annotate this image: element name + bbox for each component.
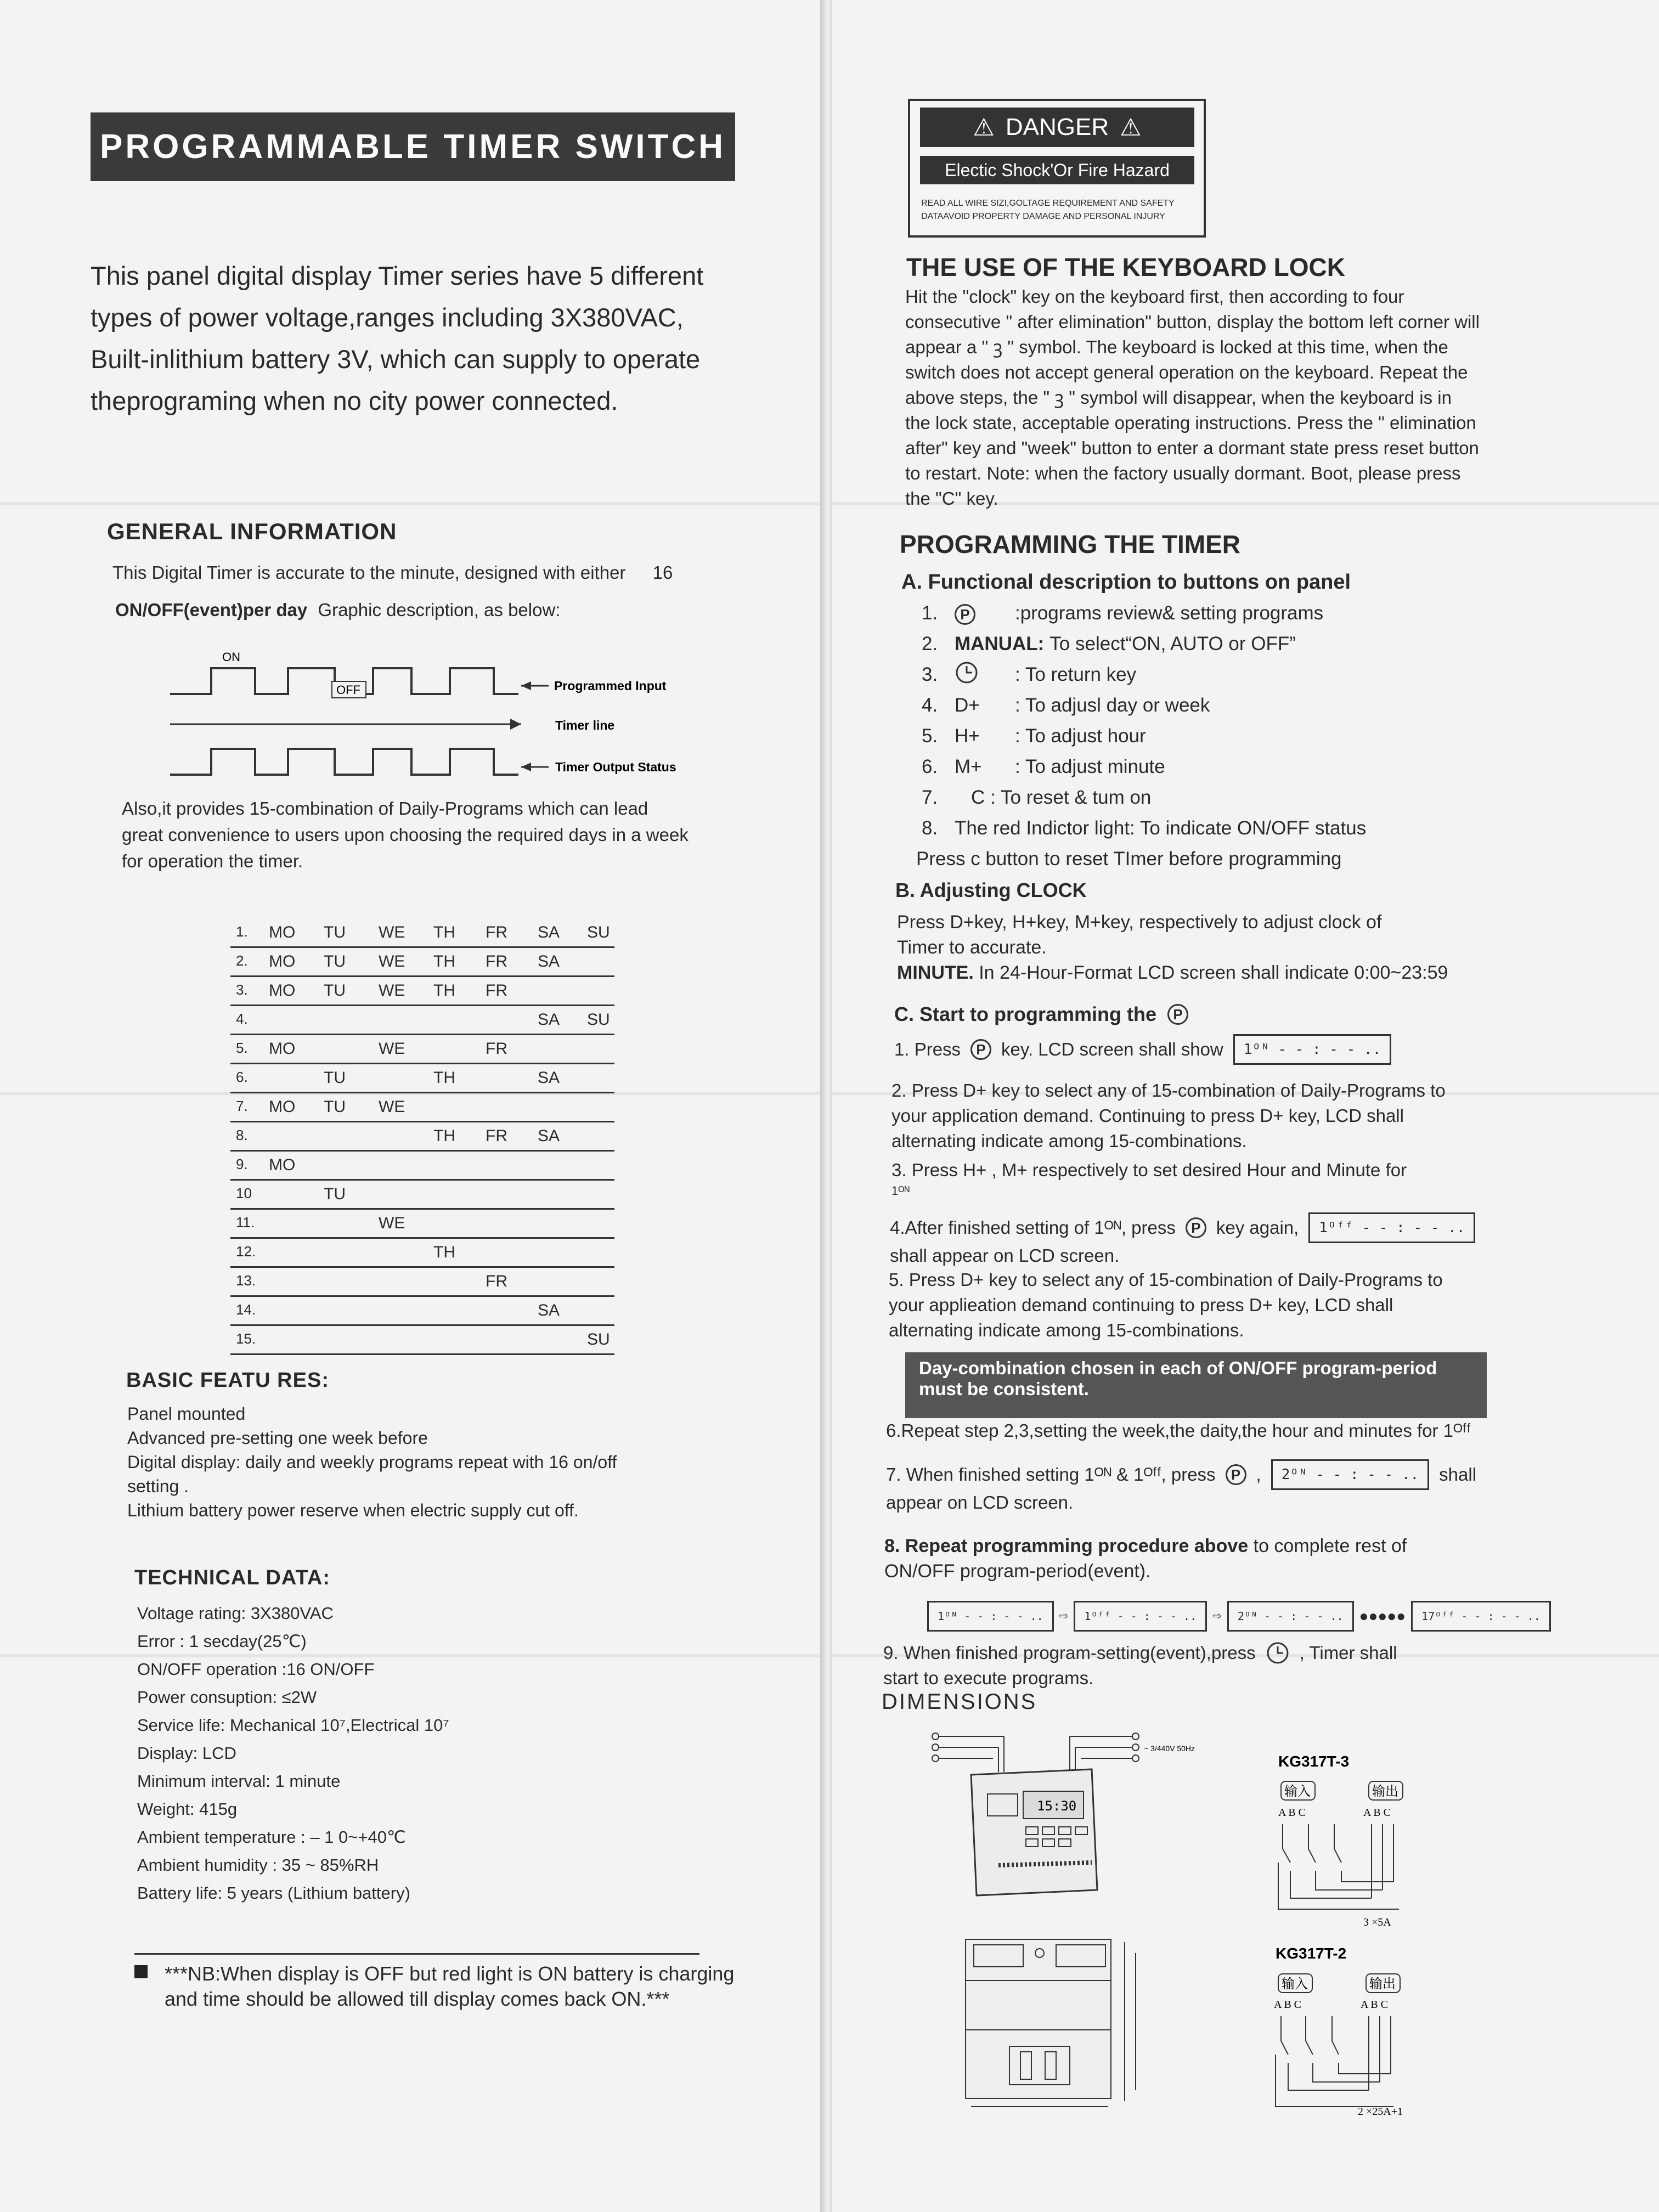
kg317t3-label: KG317T-3: [1278, 1753, 1350, 1770]
program-key-icon: P: [955, 604, 975, 625]
program-key-icon: P: [970, 1039, 991, 1060]
table-cell-day: SU: [587, 1330, 610, 1348]
program-key-icon: P: [1226, 1464, 1246, 1485]
table-cell-day: TH: [433, 923, 455, 941]
table-cell-day: TU: [324, 1069, 346, 1087]
lcd-seq-2on: 2ᴼᴺ - - : - - ..: [1227, 1601, 1354, 1632]
program-key-icon: P: [1167, 1004, 1188, 1025]
warning-triangle-icon: ⚠: [1120, 114, 1142, 141]
table-cell-number: 4.: [236, 1011, 248, 1027]
table-cell-day: FR: [486, 952, 507, 970]
timer-output-label: Timer Output Status: [555, 760, 676, 774]
nb-note: ***NB:When display is OFF but red light is ON battery is charging and time should be allowed till display comes back ON.***: [165, 1962, 735, 2010]
table-cell-day: SA: [538, 1301, 560, 1319]
basic-features-heading: BASIC FEATU RES:: [126, 1369, 329, 1392]
table-cell-day: TH: [433, 1069, 455, 1087]
table-cell-day: MO: [269, 981, 296, 1000]
center-fold: [820, 0, 832, 2212]
table-cell-day: WE: [379, 981, 405, 1000]
table-row: [230, 1152, 614, 1181]
table-cell-day: SA: [538, 1069, 560, 1087]
kg317t2-label: KG317T-2: [1276, 1945, 1347, 1962]
programming-heading: PROGRAMMING THE TIMER: [900, 530, 1240, 558]
table-cell-day: MO: [269, 952, 296, 970]
arrow-icon: [510, 719, 521, 730]
table-cell-number: 3.: [236, 981, 248, 998]
warning-triangle-icon: ⚠: [973, 114, 995, 141]
table-cell-day: SA: [538, 923, 560, 941]
table-row: [230, 1093, 614, 1122]
general-info-heading: GENERAL INFORMATION: [107, 518, 397, 544]
bullet-square-icon: [134, 1965, 148, 1978]
table-cell-number: 10: [236, 1185, 252, 1201]
rating-3: 3 ×5A: [1363, 1916, 1391, 1928]
relay-contacts-2: [1276, 2016, 1393, 2107]
list-item: 7. C : To reset & tum on: [922, 787, 1152, 808]
intro-paragraph: This panel digital display Timer series have 5 different types of power voltage,ranges including 3X380VAC, Built-inlithium battery 3V, which can supply to operate theprograming when no city power connected.: [91, 261, 704, 415]
table-row: [230, 1035, 614, 1064]
table-cell-day: MO: [269, 1098, 296, 1116]
wave-off-label: OFF: [336, 683, 360, 697]
table-cell-day: SA: [538, 1011, 560, 1029]
output-abc: A B C: [1363, 1807, 1391, 1819]
table-row: [230, 1210, 614, 1239]
clock-icon: [1266, 1641, 1290, 1665]
section-b-text: Press D+key, H+key, M+key, respectively to adjust clock of Timer to accurate. MINUTE. In 24-Hour-Format LCD screen shall indicate 0:00~23:59: [897, 912, 1448, 983]
table-cell-day: WE: [379, 1214, 405, 1232]
dimensions-diagram: [927, 1723, 1613, 2129]
danger-warning-box: [908, 99, 1206, 238]
table-cell-day: WE: [379, 923, 405, 941]
table-cell-day: TH: [433, 952, 455, 970]
side-view-drawing: [966, 1939, 1136, 2107]
lcd-seq-17off: 17ᴼᶠᶠ - - : - - ..: [1411, 1601, 1551, 1632]
table-row: [230, 1239, 614, 1268]
table-cell-day: FR: [486, 1127, 507, 1145]
input-abc: A B C: [1278, 1807, 1306, 1819]
table-cell-number: 5.: [236, 1040, 248, 1056]
table-cell-day: TH: [433, 1127, 455, 1145]
technical-data-heading: TECHNICAL DATA:: [134, 1566, 330, 1589]
table-row: [230, 1181, 614, 1210]
danger-subtitle: Electic Shock'Or Fire Hazard: [920, 156, 1194, 184]
step-7: 7. When finished setting 1ᴼᴺ & 1ᴼᶠᶠ, press P , 2ᴼᴺ - - : - - .. shall appear on LCD screen.: [886, 1459, 1599, 1515]
table-cell-day: FR: [486, 923, 507, 941]
keyboard-lock-paragraph: Hit the "clock" key on the keyboard first, then according to four consecutive " after elimination" button, display the bottom left corner will appear a " ꝫ " symbol. The keyboard is locked at this time, when the switch does not accept general operation on the keyboard. Repeat the above steps, the " ꝫ " symbol will disappear, when the keyboard is in the lock state, acceptable operating instructions. Press the " elimination after" key and "week" button to enter a dormant state press reset button to restart. Note: when the factory usually dormant. Boot, please press the "C" key.: [905, 286, 1480, 509]
clock-icon: [955, 661, 979, 685]
button-function-list: [916, 598, 1635, 874]
on-off-waveform-diagram: [165, 647, 713, 790]
table-cell-day: SA: [538, 1127, 560, 1145]
table-cell-day: FR: [486, 981, 507, 1000]
general-info-line2: ON/OFF(event)per day Graphic description, as below:: [115, 600, 561, 620]
terminal-wires: [932, 1733, 1139, 1772]
lcd-time: 15:30: [1037, 1798, 1077, 1814]
table-cell-day: SU: [587, 923, 610, 941]
lcd-display-1on: 1ᴼᴺ - - : - - ..: [1233, 1034, 1391, 1065]
input-label: 输入: [1282, 1976, 1308, 1991]
lcd-display-1off: 1ᴼᶠᶠ - - : - - ..: [1308, 1212, 1475, 1243]
table-cell-number: 1.: [236, 923, 248, 940]
table-cell-number: 8.: [236, 1127, 248, 1143]
table-cell-day: WE: [379, 1040, 405, 1058]
list-item: 3. : To return key: [922, 659, 1635, 690]
table-row: [230, 977, 614, 1006]
table-cell-number: 11.: [236, 1214, 255, 1231]
table-row: [230, 1297, 614, 1326]
step-9: 9. When finished program-setting(event),press , Timer shall start to execute programs.: [883, 1640, 1596, 1691]
also-paragraph: Also,it provides 15-combination of Daily-Programs which can lead great convenience to users upon choosing the required days in a week for operation the timer.: [122, 798, 689, 871]
table-row: [230, 948, 614, 977]
input-abc: A B C: [1274, 1999, 1302, 2011]
general-info-line1: This Digital Timer is accurate to the minute, designed with either 16: [112, 562, 673, 583]
output-label: 输出: [1369, 1976, 1396, 1991]
arrow-icon: ⇨: [1059, 1610, 1069, 1622]
wave-on-label: ON: [222, 650, 240, 664]
section-c-heading: C. Start to programming the P: [894, 1003, 1188, 1026]
list-item: 1. P :programs review& setting programs: [922, 602, 1324, 624]
table-cell-number: 15.: [236, 1330, 256, 1347]
table-cell-day: MO: [269, 1040, 296, 1058]
lcd-seq-1off: 1ᴼᶠᶠ - - : - - ..: [1074, 1601, 1207, 1632]
consistency-warning-bar: Day-combination chosen in each of ON/OFF program-period must be consistent.: [905, 1352, 1487, 1418]
divider: [134, 1953, 699, 1955]
table-cell-day: TH: [433, 981, 455, 1000]
section-a-heading: A. Functional description to buttons on panel: [901, 571, 1351, 594]
danger-note: READ ALL WIRE SIZI,GOLTAGE REQUIREMENT AND SAFETY DATAAVOID PROPERTY DAMAGE AND PERSONAL INJURY: [921, 199, 1175, 221]
table-cell-day: MO: [269, 923, 296, 941]
table-cell-day: FR: [486, 1272, 507, 1290]
program-key-icon: P: [1186, 1217, 1206, 1238]
voltage-label: ~ 3/440V 50Hz: [1144, 1744, 1195, 1753]
list-item: 5. H+ : To adjust hour: [922, 725, 1146, 747]
keyboard-lock-heading: THE USE OF THE KEYBOARD LOCK: [906, 253, 1345, 281]
timer-line-label: Timer line: [555, 718, 615, 732]
table-row: [230, 1006, 614, 1035]
timer-device-illustration: [971, 1769, 1097, 1895]
table-cell-day: FR: [486, 1040, 507, 1058]
table-cell-day: TH: [433, 1243, 455, 1261]
input-label: 输入: [1284, 1784, 1311, 1799]
table-cell-day: SA: [538, 952, 560, 970]
table-cell-day: TU: [324, 1098, 346, 1116]
document-title: PROGRAMMABLE TIMER SWITCH: [91, 112, 735, 181]
table-cell-number: 7.: [236, 1098, 248, 1114]
step-6: 6.Repeat step 2,3,setting the week,the daity,the hour and minutes for 1ᴼᶠᶠ: [886, 1420, 1471, 1441]
table-row: [230, 919, 614, 948]
table-cell-day: TU: [324, 1185, 346, 1203]
table-cell-number: 9.: [236, 1156, 248, 1172]
table-row: [230, 1268, 614, 1297]
table-cell-number: 6.: [236, 1069, 248, 1085]
step-8: 8. Repeat programming procedure above to complete rest of ON/OFF program-period(event).: [884, 1536, 1407, 1582]
dimensions-heading: DIMENSIONS: [882, 1690, 1037, 1714]
table-row: [230, 1064, 614, 1093]
list-item: 6. M+ : To adjust minute: [922, 756, 1165, 777]
table-cell-day: TU: [324, 952, 346, 970]
step-3: 3. Press H+ , M+ respectively to set desired Hour and Minute for 1ᴼᴺ: [891, 1160, 1407, 1198]
lcd-display-2on: 2ᴼᴺ - - : - - ..: [1271, 1459, 1429, 1490]
technical-data-list: Voltage rating: 3X380VAC Error : 1 secday(25℃) ON/OFF operation :16 ON/OFF Power consuption: ≤2W Service life: Mechanical 10⁷,Electrical 10⁷ Display: LCD Minimum interval: 1 minute Weight: 415g Ambient temperature : – 1 0~+40℃ Ambient humidity : 35 ~ 85%RH Battery life: 5 years (Lithium battery): [137, 1604, 449, 1903]
table-row: [230, 1122, 614, 1152]
table-cell-day: WE: [379, 952, 405, 970]
danger-header: ⚠ DANGER ⚠: [920, 108, 1194, 147]
table-cell-day: TU: [324, 923, 346, 941]
table-cell-day: WE: [379, 1098, 405, 1116]
daily-program-combination-table: [230, 919, 614, 1355]
rating-2: 2 ×25A+1: [1358, 2106, 1403, 2118]
program-sequence: [927, 1601, 1551, 1632]
step-4: 4.After finished setting of 1ᴼᴺ, press P key again, 1ᴼᶠᶠ - - : - - .. shall appear on LCD screen.: [890, 1212, 1603, 1268]
table-cell-day: MO: [269, 1156, 296, 1174]
arrow-icon: [521, 763, 531, 771]
list-item: 4. D+ : To adjusl day or week: [922, 695, 1210, 716]
programmed-input-label: Programmed Input: [554, 679, 667, 693]
table-cell-number: 14.: [236, 1301, 256, 1318]
lcd-seq-1on: 1ᴼᴺ - - : - - ..: [927, 1601, 1054, 1632]
table-cell-number: 2.: [236, 952, 248, 969]
table-cell-number: 12.: [236, 1243, 256, 1260]
output-abc: A B C: [1361, 1999, 1389, 2011]
section-b-heading: B. Adjusting CLOCK: [895, 879, 1087, 901]
step-2: 2. Press D+ key to select any of 15-combination of Daily-Programs to your application demand. Continuing to press D+ key, LCD shall alternating indicate among 15-combinations.: [891, 1080, 1446, 1151]
table-cell-day: SU: [587, 1011, 610, 1029]
arrow-icon: ⇨: [1212, 1610, 1222, 1622]
step-5: 5. Press D+ key to select any of 15-combination of Daily-Programs to your applieation demand continuing to press D+ key, LCD shall alternating indicate among 15-combinations.: [889, 1269, 1443, 1340]
list-item: 8. The red Indictor light: To indicate ON/OFF status: [922, 817, 1367, 839]
basic-features-list: Panel mounted Advanced pre-setting one week before Digital display: daily and weekly programs repeat with 16 on/off setting . Lithium battery power reserve when electric supply cut off.: [127, 1404, 617, 1520]
ellipsis-dots: ●●●●●: [1359, 1607, 1406, 1624]
table-row: [230, 1326, 614, 1355]
relay-contacts-3: [1278, 1824, 1399, 1909]
output-label: 输出: [1372, 1784, 1398, 1799]
timer-output-wave: [170, 749, 518, 775]
table-cell-number: 13.: [236, 1272, 256, 1289]
list-item: 2. MANUAL: To select“ON, AUTO or OFF”: [922, 633, 1296, 654]
step-1: 1. Press P key. LCD screen shall show 1ᴼᴺ - - : - - ..: [894, 1034, 1391, 1065]
arrow-icon: [521, 681, 531, 690]
reset-note: Press c button to reset TImer before programming: [916, 848, 1342, 870]
table-cell-day: TU: [324, 981, 346, 1000]
